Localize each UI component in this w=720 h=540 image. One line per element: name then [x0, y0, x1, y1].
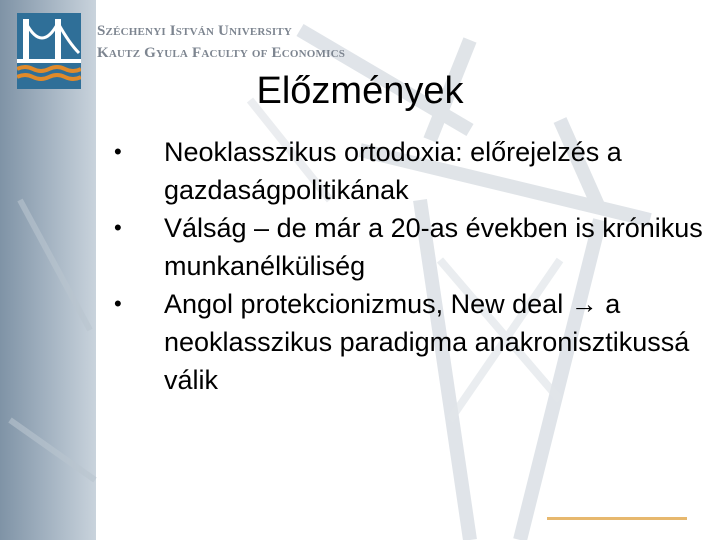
- university-name: Széchenyi István University: [97, 23, 293, 39]
- bullet-text: Angol protekcionizmus, New deal → a neoklasszikus paradigma anakronisztikussá válik: [164, 289, 690, 395]
- list-item: [110, 209, 710, 285]
- bullet-symbol: •: [114, 215, 122, 240]
- accent-divider: [547, 517, 687, 520]
- bullet-symbol: •: [114, 291, 122, 316]
- slide-title-text: Előzmények: [256, 70, 464, 112]
- list-item: [110, 285, 710, 399]
- list-item: [110, 133, 710, 209]
- bullet-list: [110, 133, 710, 399]
- bullet-symbol: •: [114, 139, 122, 164]
- university-header: [97, 20, 345, 64]
- bullet-text: Neoklasszikus ortodoxia: előrejelzés a gazdaságpolitikának: [164, 137, 622, 205]
- slide-title: [0, 70, 720, 113]
- faculty-name: Kautz Gyula Faculty of Economics: [97, 45, 346, 61]
- bullet-text: Válság – de már a 20-as években is krónikus munkanélküliség: [164, 213, 703, 281]
